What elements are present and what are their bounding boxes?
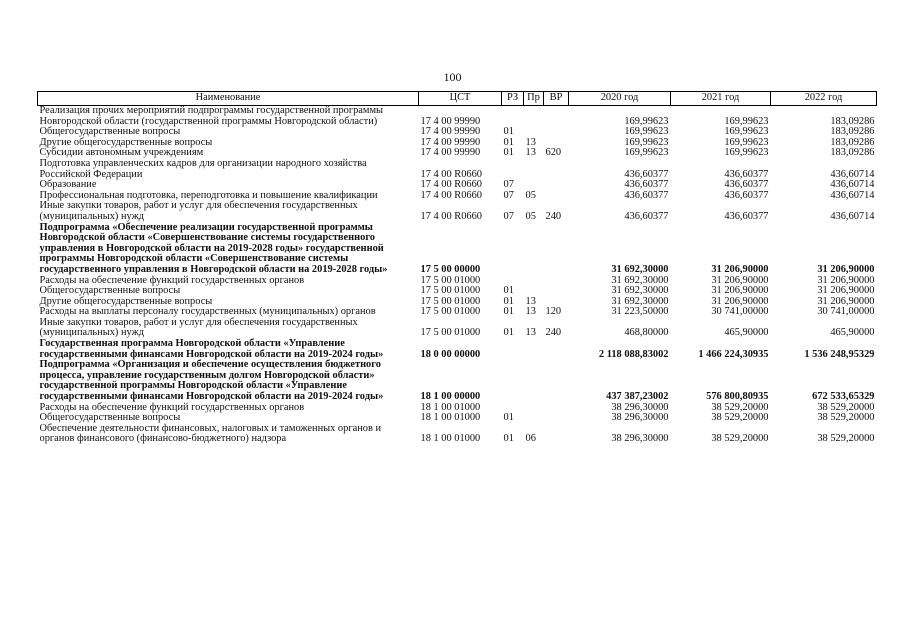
row-value-2020: 38 296,30000 — [611, 401, 669, 413]
row-value-2022: 31 206,90000 — [817, 285, 875, 297]
row-rz: 01 — [503, 136, 514, 148]
row-vr — [544, 191, 569, 202]
row-vr: 240 — [545, 210, 562, 222]
row-vr — [544, 286, 569, 297]
row-value-2021: 31 206,90000 — [711, 295, 769, 307]
row-value-2022: 436,60714 — [830, 189, 875, 201]
row-name: Другие общегосударственные вопросы — [39, 295, 213, 307]
row-vr — [544, 127, 569, 138]
row-rz: 07 — [503, 189, 514, 201]
row-value-2020: 169,99623 — [624, 115, 669, 127]
row-cst: 17 4 00 R0660 — [420, 189, 482, 201]
row-value-2020: 31 692,30000 — [611, 295, 669, 307]
row-cst: 17 5 00 01000 — [420, 274, 481, 286]
row-value-2021: 31 206,90000 — [711, 263, 769, 275]
row-vr — [544, 413, 569, 424]
table-row — [38, 318, 877, 339]
row-value-2021: 436,60377 — [724, 168, 769, 180]
row-pr — [524, 276, 544, 287]
row-name: Обеспечение деятельности финансовых, налоговых и таможенных органов и органов финансового (финансово-бюджетного) надзора — [39, 422, 382, 445]
table-row — [38, 424, 877, 445]
row-pr: 13 — [525, 147, 536, 159]
row-vr — [544, 339, 569, 360]
row-vr: 120 — [545, 306, 562, 318]
row-cst: 18 1 00 01000 — [420, 412, 481, 424]
table-row — [38, 106, 877, 128]
row-name: Государственная программа Новгородской области «Управление государственными финансами Новгородской области на 2019-2024 годы» — [39, 338, 384, 360]
row-value-2020: 437 387,23002 — [606, 391, 669, 403]
table-row — [38, 339, 877, 360]
row-name: Общегосударственные вопросы — [39, 126, 181, 138]
page-number: 100 — [443, 70, 462, 84]
row-pr — [524, 159, 544, 180]
row-value-2021: 169,99623 — [724, 126, 769, 138]
budget-table — [37, 91, 877, 445]
row-rz: 01 — [503, 285, 514, 297]
row-name: Общегосударственные вопросы — [39, 285, 181, 297]
row-pr — [524, 403, 544, 414]
row-value-2020: 2 118 088,83002 — [598, 348, 669, 360]
row-pr: 13 — [525, 136, 536, 148]
row-pr — [524, 106, 544, 128]
row-name: Общегосударственные вопросы — [39, 412, 181, 424]
row-rz: 01 — [503, 306, 514, 318]
table-row — [38, 201, 877, 222]
row-value-2022: 183,09286 — [830, 126, 875, 138]
row-name: Иные закупки товаров, работ и услуг для обеспечения государственных (муниципальных) нужд — [39, 316, 358, 339]
row-rz: 07 — [503, 210, 514, 222]
row-cst: 17 4 00 99990 — [420, 136, 481, 148]
row-name: Образование — [39, 179, 97, 191]
table-body — [38, 106, 877, 446]
row-rz: 01 — [503, 147, 514, 159]
row-rz: 01 — [503, 412, 514, 424]
row-cst: 17 5 00 00000 — [420, 263, 481, 275]
row-cst: 17 4 00 99990 — [420, 115, 481, 127]
row-name: Подпрограмма «Обеспечение реализации государственной программы Новгородской области «Совершенствование системы государственного управления в Новгородской области на 2019-2028 годы» государственной программы Новгородской области «Совершенствование системы государственного управления в Новгородской области на 2019-2028 годы» — [39, 221, 388, 275]
row-vr: 620 — [545, 147, 562, 159]
row-name: Другие общегосударственные вопросы — [39, 136, 213, 148]
row-vr — [544, 180, 569, 191]
row-name: Подпрограмма «Организация и обеспечение осуществления бюджетного процесса, управление государственным долгом Новгородской области» государственной программы Новгородской области «Управление государственными финансами Новгородской области на 2019-2024 годы» — [39, 359, 384, 403]
row-name: Субсидии автономным учреждениям — [39, 147, 204, 159]
row-cst: 18 1 00 01000 — [420, 433, 481, 445]
row-rz: 01 — [503, 433, 514, 445]
row-value-2020: 436,60377 — [624, 168, 669, 180]
row-rz — [502, 106, 524, 128]
row-value-2021: 38 529,20000 — [711, 412, 769, 424]
row-value-2022: 436,60714 — [830, 168, 875, 180]
row-cst: 17 5 00 01000 — [420, 327, 481, 339]
row-value-2022: 38 529,20000 — [817, 433, 875, 445]
row-pr: 13 — [525, 295, 536, 307]
row-value-2020: 31 692,30000 — [611, 263, 669, 275]
row-value-2021: 31 206,90000 — [711, 285, 769, 297]
row-name: Профессиональная подготовка, переподготовка и повышение квалификации — [39, 189, 378, 201]
row-vr — [544, 106, 569, 128]
row-value-2021: 436,60377 — [724, 210, 769, 222]
row-value-2021: 30 741,00000 — [711, 306, 769, 318]
row-value-2021: 465,90000 — [724, 327, 769, 339]
row-rz — [502, 159, 524, 180]
row-name: Подготовка управленческих кадров для организации народного хозяйства Российской Федерации — [39, 157, 367, 180]
row-value-2020: 31 692,30000 — [611, 274, 669, 286]
row-value-2022: 465,90000 — [830, 327, 875, 339]
row-pr — [524, 413, 544, 424]
table-row — [38, 223, 877, 276]
row-value-2020: 436,60377 — [624, 179, 669, 191]
row-cst: 17 5 00 01000 — [420, 285, 481, 297]
row-cst: 17 4 00 99990 — [420, 147, 481, 159]
row-value-2020: 38 296,30000 — [611, 433, 669, 445]
row-name: Реализация прочих мероприятий подпрограммы государственной программы Новгородской области (государственной программы Новгородской области) — [39, 105, 384, 127]
table-header-row — [38, 92, 877, 106]
row-pr — [524, 339, 544, 360]
header-cst: ЦСТ — [419, 92, 502, 106]
header-name: Наименование — [38, 92, 419, 106]
row-value-2022: 31 206,90000 — [817, 295, 875, 307]
row-value-2021: 38 529,20000 — [711, 433, 769, 445]
row-value-2022: 30 741,00000 — [817, 306, 875, 318]
row-value-2020: 468,80000 — [624, 327, 669, 339]
row-pr — [524, 223, 544, 276]
row-pr — [524, 360, 544, 402]
row-value-2022: 672 533,65329 — [812, 391, 875, 403]
row-pr: 05 — [525, 210, 536, 222]
row-value-2021: 38 529,20000 — [711, 401, 769, 413]
header-year-2022: 2022 год — [771, 92, 877, 106]
row-value-2022: 183,09286 — [830, 115, 875, 127]
row-value-2020: 169,99623 — [624, 126, 669, 138]
row-cst: 17 5 00 01000 — [420, 295, 481, 307]
row-value-2020: 31 692,30000 — [611, 285, 669, 297]
row-value-2022: 436,60714 — [830, 210, 875, 222]
row-vr — [544, 159, 569, 180]
row-value-2021: 436,60377 — [724, 189, 769, 201]
row-cst: 18 1 00 00000 — [420, 391, 481, 403]
row-pr: 13 — [525, 306, 536, 318]
row-name: Расходы на обеспечение функций государственных органов — [39, 274, 305, 286]
row-vr — [544, 276, 569, 287]
row-value-2022: 31 206,90000 — [817, 274, 875, 286]
row-cst: 17 4 00 99990 — [420, 126, 481, 138]
row-cst: 17 4 00 R0660 — [420, 168, 482, 180]
row-value-2020: 169,99623 — [624, 147, 669, 159]
row-value-2020: 38 296,30000 — [611, 412, 669, 424]
row-value-2020: 31 223,50000 — [611, 306, 669, 318]
row-cst: 17 5 00 01000 — [420, 306, 481, 318]
row-value-2021: 169,99623 — [724, 115, 769, 127]
row-name: Иные закупки товаров, работ и услуг для обеспечения государственных (муниципальных) нужд — [39, 200, 358, 222]
header-year-2020: 2020 год — [569, 92, 671, 106]
row-value-2021: 1 466 224,30935 — [698, 348, 769, 360]
row-cst: 17 4 00 R0660 — [420, 210, 482, 222]
row-pr: 06 — [525, 433, 536, 445]
table-row — [38, 360, 877, 402]
row-value-2022: 38 529,20000 — [817, 412, 875, 424]
row-value-2020: 436,60377 — [624, 189, 669, 201]
row-value-2021: 169,99623 — [724, 147, 769, 159]
row-rz: 01 — [503, 126, 514, 138]
header-year-2021: 2021 год — [671, 92, 771, 106]
row-vr — [544, 403, 569, 414]
row-vr: 240 — [545, 327, 562, 339]
row-rz — [502, 339, 524, 360]
row-value-2022: 436,60714 — [830, 179, 875, 191]
header-vr: ВР — [544, 92, 569, 106]
row-pr: 05 — [525, 189, 536, 201]
row-rz — [502, 223, 524, 276]
row-value-2022: 1 536 248,95329 — [804, 348, 875, 360]
row-value-2022: 183,09286 — [830, 136, 875, 148]
row-rz: 01 — [503, 295, 514, 307]
row-value-2021: 436,60377 — [724, 179, 769, 191]
row-vr — [544, 360, 569, 402]
row-cst: 18 1 00 01000 — [420, 401, 481, 413]
table-row — [38, 159, 877, 180]
row-value-2020: 169,99623 — [624, 136, 669, 148]
row-value-2022: 183,09286 — [830, 147, 875, 159]
row-value-2021: 169,99623 — [724, 136, 769, 148]
row-value-2022: 38 529,20000 — [817, 401, 875, 413]
row-value-2021: 576 800,80935 — [706, 391, 769, 403]
row-cst: 17 4 00 R0660 — [420, 179, 482, 191]
row-value-2021: 31 206,90000 — [711, 274, 769, 286]
header-pr: Пр — [524, 92, 544, 106]
row-value-2020: 436,60377 — [624, 210, 669, 222]
row-vr — [544, 424, 569, 445]
row-name: Расходы на обеспечение функций государственных органов — [39, 401, 305, 413]
row-pr: 13 — [525, 327, 536, 339]
header-rz: РЗ — [502, 92, 524, 106]
row-rz: 01 — [503, 327, 514, 339]
row-rz — [502, 360, 524, 402]
row-rz: 07 — [503, 179, 514, 191]
row-cst: 18 0 00 00000 — [420, 348, 481, 360]
row-value-2022: 31 206,90000 — [817, 263, 875, 275]
row-vr — [544, 223, 569, 276]
row-name: Расходы на выплаты персоналу государственных (муниципальных) органов — [39, 306, 376, 318]
